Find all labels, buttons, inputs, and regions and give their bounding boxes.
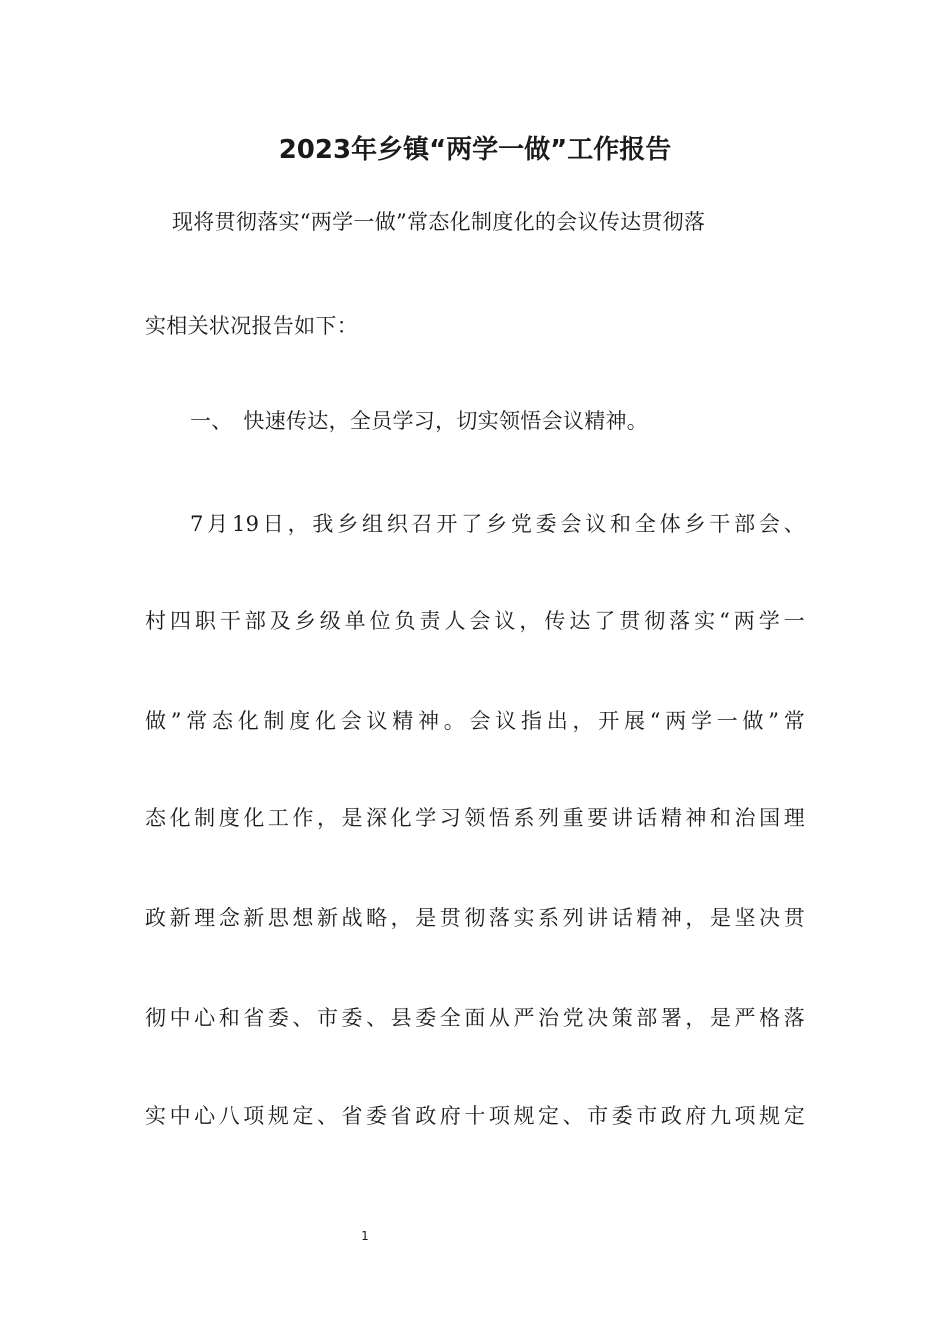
paragraph-line: 彻中心和省委、市委、县委全面从严治党决策部署，是严格落 [145,1006,805,1030]
section-heading: 一、 快速传达，全员学习，切实领悟会议精神。 [190,409,649,433]
paragraph-line: 实中心八项规定、省委省政府十项规定、市委市政府九项规定 [145,1104,805,1128]
paragraph-line: 现将贯彻落实“两学一做”常态化制度化的会议传达贯彻落 [172,210,706,234]
paragraph-line: 态化制度化工作，是深化学习领悟系列重要讲话精神和治国理 [145,806,805,830]
paragraph-line: 实相关状况报告如下： [145,314,358,338]
document-title: 2023年乡镇“两学一做”工作报告 [278,135,672,165]
paragraph-line: 政新理念新思想新战略，是贯彻落实系列讲话精神，是坚决贯 [145,906,805,930]
paragraph-line: 村四职干部及乡级单位负责人会议，传达了贯彻落实“两学一 [145,609,805,633]
paragraph-line: 7月19日，我乡组织召开了乡党委会议和全体乡干部会、 [190,512,805,536]
page-number: 1 [361,1229,369,1243]
paragraph-line: 做”常态化制度化会议精神。会议指出，开展“两学一做”常 [145,709,805,733]
